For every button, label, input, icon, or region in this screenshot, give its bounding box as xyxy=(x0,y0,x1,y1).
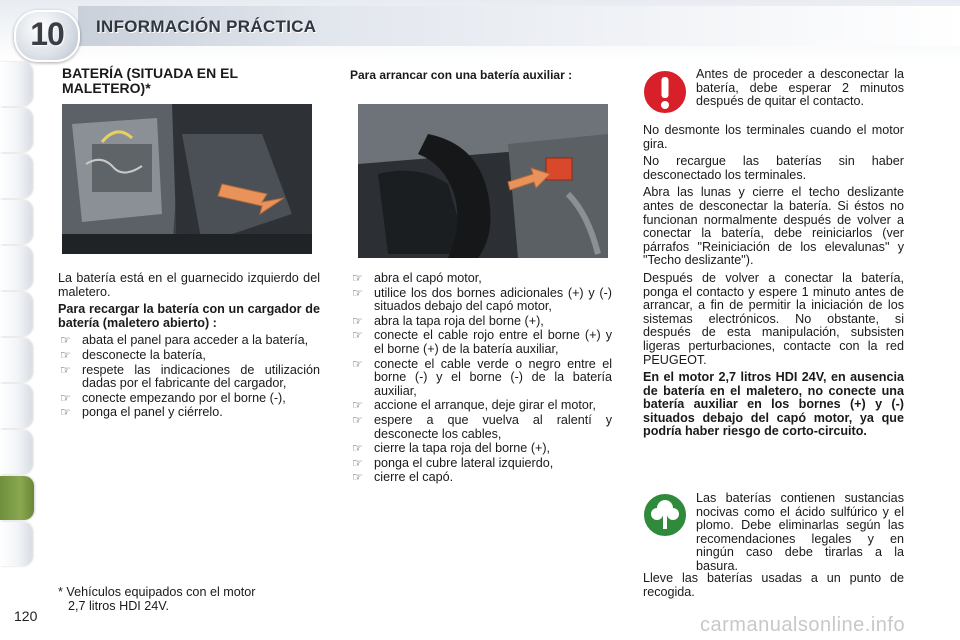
warning-paragraph: Antes de proceder a desconectar la batería, debe esperar 2 minutos después de quitar el contacto. xyxy=(696,67,904,109)
trunk-battery-illustration xyxy=(62,104,312,254)
footnote-line: 2,7 litros HDI 24V. xyxy=(68,598,170,613)
chapter-tab[interactable] xyxy=(0,338,32,382)
chapter-badge xyxy=(14,10,80,62)
warning-text-block xyxy=(643,124,904,443)
engine-bay-illustration xyxy=(358,104,608,258)
footnote-mark: * xyxy=(58,585,63,599)
list-item: ☞ respete las indicaciones de utilización dadas por el fabricante del cargador, xyxy=(60,362,320,391)
pointing-hand-icon: ☞ xyxy=(352,271,363,285)
list-item: ☞ cierre el capó. xyxy=(352,470,454,485)
warning-paragraph: Después de volver a conectar la batería, ponga el contacto y espere 1 minuto antes de arrancar, a fin de permitir la iniciación de los sistemas electrónicos. No obstante, si después de esta manipulación, subsisten ligeras perturbaciones, contacte con la red PEUGEOT. xyxy=(643,270,904,367)
middle-text-block xyxy=(350,272,612,486)
footnote xyxy=(58,586,320,613)
engine-bay-photo xyxy=(358,104,608,258)
list-item: ☞ abata el panel para acceder a la batería, xyxy=(60,333,309,348)
list-item: ☞ conecte el cable verde o negro entre el borne (-) y el borne (-) de la batería auxiliar, xyxy=(352,356,612,398)
chapter-tab[interactable] xyxy=(0,108,32,152)
pointing-hand-icon: ☞ xyxy=(352,470,363,485)
warning-paragraph: No desmonte los terminales cuando el motor gira. xyxy=(643,123,904,151)
list-item: ☞ conecte empezando por el borne (-), xyxy=(60,390,286,405)
chapter-tab[interactable] xyxy=(0,154,32,198)
recharge-heading: Para recargar la batería con un cargador de batería (maletero abierto) : xyxy=(58,302,320,330)
list-item: ☞ accione el arranque, deje girar el motor, xyxy=(352,398,596,413)
chapter-tab[interactable] xyxy=(0,430,32,474)
exclamation-icon xyxy=(641,68,689,116)
list-item: ☞ ponga el cubre lateral izquierdo, xyxy=(352,455,554,470)
jump-start-steps xyxy=(350,272,612,485)
eco-lead-text xyxy=(696,492,904,578)
pointing-hand-icon: ☞ xyxy=(60,347,71,362)
tree-icon xyxy=(641,491,689,539)
trunk-battery-photo xyxy=(62,104,312,254)
pointing-hand-icon: ☞ xyxy=(60,333,71,348)
eco-paragraph: Lleve las baterías usadas a un punto de recogida. xyxy=(643,571,904,599)
pointing-hand-icon: ☞ xyxy=(352,455,363,470)
list-item: ☞ ponga el panel y ciérrelo. xyxy=(60,405,223,420)
chapter-tab[interactable] xyxy=(0,62,32,106)
warning-paragraph: Abra las lunas y cierre el techo deslizante antes de desconectar la batería. Si éstos no funcionan normalmente después de volver a conectar la batería, debe reiniciarlos (ver párrafos "Reiniciación de los elevalunas" y "Techo deslizante"). xyxy=(643,185,904,268)
eco-text-block xyxy=(643,572,904,603)
eco-paragraph: Las baterías contienen sustancias nocivas como el ácido sulfúrico y el plomo. Debe eliminarlas según las recomendaciones legales y en ningún caso debe tirarlas a la basura. xyxy=(696,491,904,573)
chapter-tab[interactable] xyxy=(0,522,32,566)
pointing-hand-icon: ☞ xyxy=(352,398,363,413)
pointing-hand-icon: ☞ xyxy=(60,405,71,420)
pointing-hand-icon: ☞ xyxy=(352,285,363,300)
section-title: BATERÍA (SITUADA EN EL MALETERO)* xyxy=(62,65,238,96)
chapter-tab[interactable] xyxy=(0,292,32,336)
chapter-tab-active[interactable] xyxy=(0,476,34,520)
chapter-number: 10 xyxy=(30,16,64,52)
footnote-line: Vehículos equipados con el motor xyxy=(66,585,256,599)
pointing-hand-icon: ☞ xyxy=(60,390,71,405)
pointing-hand-icon: ☞ xyxy=(352,313,363,328)
list-item: ☞ desconecte la batería, xyxy=(60,347,206,362)
page-number: 120 xyxy=(14,608,38,624)
chapter-tab[interactable] xyxy=(0,200,32,244)
page-header xyxy=(0,0,960,60)
warning-lead-text xyxy=(696,68,904,113)
pointing-hand-icon: ☞ xyxy=(352,441,363,456)
warning-paragraph: No recargue las baterías sin haber desconectado los terminales. xyxy=(643,154,904,182)
chapter-tab[interactable] xyxy=(0,384,32,428)
list-item: ☞ abra la tapa roja del borne (+), xyxy=(352,313,544,328)
list-item: ☞ conecte el cable rojo entre el borne (+) y el borne (+) de la batería auxiliar, xyxy=(352,328,612,356)
recharge-steps xyxy=(58,334,320,420)
list-item: ☞ espere a que vuelva al ralentí y desconecte los cables, xyxy=(352,412,612,441)
pointing-hand-icon: ☞ xyxy=(352,328,363,343)
warning-bold-paragraph: En el motor 2,7 litros HDI 24V, en ausencia de batería en el maletero, no conecte una batería auxiliar en los bornes (+) y (-) situados debajo del capó motor, ya que podría haber riesgo de corto-circuito. xyxy=(643,370,904,439)
left-text-block xyxy=(58,272,320,421)
jump-start-title: Para arrancar con una batería auxiliar : xyxy=(350,68,573,82)
watermark-text: carmanualsonline.info xyxy=(700,614,906,636)
list-item: ☞ utilice los dos bornes adicionales (+) y (-) situados debajo del capó motor, xyxy=(352,285,612,314)
chapter-tab[interactable] xyxy=(0,246,32,290)
list-item: ☞ abra el capó motor, xyxy=(352,271,482,285)
intro-text: La batería está en el guarnecido izquierdo del maletero. xyxy=(58,271,320,299)
pointing-hand-icon: ☞ xyxy=(352,356,363,371)
list-item: ☞ cierre la tapa roja del borne (+), xyxy=(352,441,551,456)
page-title: INFORMACIÓN PRÁCTICA xyxy=(96,17,317,36)
pointing-hand-icon: ☞ xyxy=(352,412,363,427)
pointing-hand-icon: ☞ xyxy=(60,362,71,377)
